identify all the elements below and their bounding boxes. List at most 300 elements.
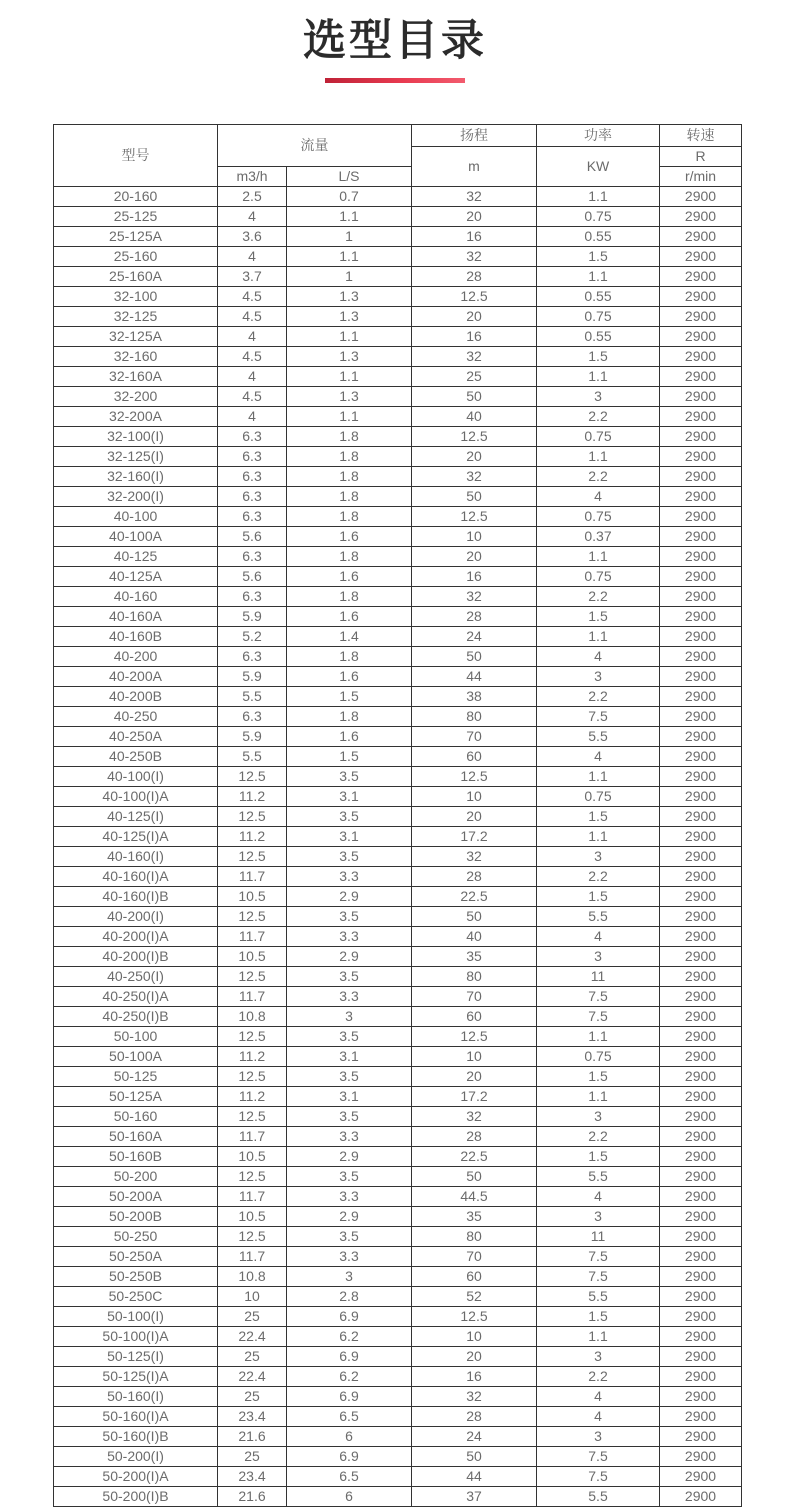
- value-cell: 2900: [660, 346, 742, 366]
- header-flow-ls: L/S: [287, 166, 412, 186]
- catalog-table: [53, 124, 742, 1507]
- value-cell: 2900: [660, 1246, 742, 1266]
- value-cell: 2900: [660, 566, 742, 586]
- model-cell: 40-160(I): [54, 846, 218, 866]
- model-cell: 32-160(I): [54, 466, 218, 486]
- value-cell: 3.5: [287, 906, 412, 926]
- value-cell: 12.5: [218, 1106, 287, 1126]
- value-cell: 3.3: [287, 866, 412, 886]
- value-cell: 1.1: [287, 366, 412, 386]
- title-underline-bar: [325, 78, 465, 83]
- table-row: [54, 386, 742, 406]
- value-cell: 2900: [660, 746, 742, 766]
- model-cell: 32-160A: [54, 366, 218, 386]
- table-row: [54, 866, 742, 886]
- model-cell: 25-160A: [54, 266, 218, 286]
- model-cell: 40-125: [54, 546, 218, 566]
- value-cell: 3: [537, 946, 660, 966]
- value-cell: 44.5: [412, 1186, 537, 1206]
- table-row: [54, 766, 742, 786]
- value-cell: 1.1: [287, 326, 412, 346]
- value-cell: 2900: [660, 246, 742, 266]
- value-cell: 38: [412, 686, 537, 706]
- table-row: [54, 426, 742, 446]
- value-cell: 2900: [660, 266, 742, 286]
- table-row: [54, 186, 742, 206]
- value-cell: 2900: [660, 1086, 742, 1106]
- value-cell: 3.5: [287, 1106, 412, 1126]
- header-head-unit: m: [412, 146, 537, 186]
- value-cell: 10: [412, 1326, 537, 1346]
- value-cell: 11.2: [218, 826, 287, 846]
- value-cell: 2900: [660, 306, 742, 326]
- value-cell: 1.8: [287, 466, 412, 486]
- value-cell: 2900: [660, 706, 742, 726]
- table-row: [54, 1426, 742, 1446]
- value-cell: 3.3: [287, 1246, 412, 1266]
- table-row: [54, 666, 742, 686]
- model-cell: 50-250: [54, 1226, 218, 1246]
- value-cell: 7.5: [537, 1006, 660, 1026]
- value-cell: 2900: [660, 1206, 742, 1226]
- model-cell: 40-100(I): [54, 766, 218, 786]
- value-cell: 3.5: [287, 846, 412, 866]
- value-cell: 4: [218, 206, 287, 226]
- model-cell: 40-100A: [54, 526, 218, 546]
- value-cell: 2900: [660, 686, 742, 706]
- value-cell: 50: [412, 1166, 537, 1186]
- value-cell: 6.3: [218, 426, 287, 446]
- value-cell: 10.5: [218, 1146, 287, 1166]
- header-row-1: [54, 124, 742, 146]
- header-model: 型号: [54, 124, 218, 186]
- value-cell: 5.5: [537, 1286, 660, 1306]
- value-cell: 4.5: [218, 286, 287, 306]
- table-row: [54, 1466, 742, 1486]
- model-cell: 40-160(I)A: [54, 866, 218, 886]
- value-cell: 40: [412, 406, 537, 426]
- table-row: [54, 1446, 742, 1466]
- model-cell: 25-160: [54, 246, 218, 266]
- value-cell: 70: [412, 986, 537, 1006]
- value-cell: 20: [412, 546, 537, 566]
- value-cell: 5.5: [537, 1166, 660, 1186]
- value-cell: 2.2: [537, 866, 660, 886]
- value-cell: 1.1: [537, 266, 660, 286]
- model-cell: 40-250: [54, 706, 218, 726]
- model-cell: 40-125(I)A: [54, 826, 218, 846]
- value-cell: 4: [537, 1386, 660, 1406]
- value-cell: 1.1: [287, 406, 412, 426]
- value-cell: 10.5: [218, 886, 287, 906]
- model-cell: 50-100(I)A: [54, 1326, 218, 1346]
- value-cell: 5.9: [218, 666, 287, 686]
- table-row: [54, 1166, 742, 1186]
- value-cell: 4.5: [218, 306, 287, 326]
- table-row: [54, 346, 742, 366]
- header-speed: 转速: [660, 124, 742, 146]
- header-head: 扬程: [412, 124, 537, 146]
- value-cell: 6.3: [218, 706, 287, 726]
- value-cell: 2900: [660, 466, 742, 486]
- value-cell: 2900: [660, 646, 742, 666]
- value-cell: 20: [412, 1066, 537, 1086]
- value-cell: 23.4: [218, 1466, 287, 1486]
- value-cell: 0.55: [537, 286, 660, 306]
- value-cell: 2900: [660, 1226, 742, 1246]
- value-cell: 50: [412, 386, 537, 406]
- model-cell: 32-125A: [54, 326, 218, 346]
- value-cell: 0.75: [537, 426, 660, 446]
- value-cell: 1.1: [537, 186, 660, 206]
- value-cell: 4.5: [218, 346, 287, 366]
- value-cell: 1.3: [287, 306, 412, 326]
- value-cell: 32: [412, 1106, 537, 1126]
- table-row: [54, 1386, 742, 1406]
- value-cell: 2900: [660, 326, 742, 346]
- value-cell: 3.7: [218, 266, 287, 286]
- value-cell: 1.8: [287, 646, 412, 666]
- value-cell: 3: [537, 666, 660, 686]
- model-cell: 40-200(I)A: [54, 926, 218, 946]
- table-row: [54, 306, 742, 326]
- model-cell: 50-125(I): [54, 1346, 218, 1366]
- value-cell: 35: [412, 1206, 537, 1226]
- value-cell: 3.1: [287, 1086, 412, 1106]
- value-cell: 3.1: [287, 1046, 412, 1066]
- value-cell: 50: [412, 486, 537, 506]
- value-cell: 6.2: [287, 1326, 412, 1346]
- value-cell: 6.3: [218, 486, 287, 506]
- value-cell: 12.5: [412, 506, 537, 526]
- model-cell: 40-160(I)B: [54, 886, 218, 906]
- value-cell: 1.4: [287, 626, 412, 646]
- value-cell: 7.5: [537, 1266, 660, 1286]
- model-cell: 40-250(I)A: [54, 986, 218, 1006]
- value-cell: 4: [218, 406, 287, 426]
- value-cell: 1.5: [537, 806, 660, 826]
- value-cell: 5.5: [537, 906, 660, 926]
- table-row: [54, 546, 742, 566]
- value-cell: 2900: [660, 206, 742, 226]
- table-row: [54, 606, 742, 626]
- table-row: [54, 1186, 742, 1206]
- value-cell: 2900: [660, 826, 742, 846]
- value-cell: 7.5: [537, 1466, 660, 1486]
- value-cell: 3.1: [287, 826, 412, 846]
- value-cell: 12.5: [218, 1166, 287, 1186]
- value-cell: 2900: [660, 766, 742, 786]
- value-cell: 5.6: [218, 526, 287, 546]
- value-cell: 0.55: [537, 326, 660, 346]
- value-cell: 3.3: [287, 926, 412, 946]
- model-cell: 40-160A: [54, 606, 218, 626]
- model-cell: 40-125(I): [54, 806, 218, 826]
- model-cell: 50-200(I)A: [54, 1466, 218, 1486]
- value-cell: 50: [412, 1446, 537, 1466]
- value-cell: 11.7: [218, 1186, 287, 1206]
- value-cell: 17.2: [412, 1086, 537, 1106]
- value-cell: 6.9: [287, 1446, 412, 1466]
- value-cell: 7.5: [537, 1446, 660, 1466]
- value-cell: 2900: [660, 866, 742, 886]
- value-cell: 4: [218, 326, 287, 346]
- value-cell: 2900: [660, 486, 742, 506]
- value-cell: 5.5: [218, 686, 287, 706]
- value-cell: 25: [218, 1346, 287, 1366]
- table-row: [54, 226, 742, 246]
- value-cell: 22.4: [218, 1326, 287, 1346]
- value-cell: 80: [412, 706, 537, 726]
- model-cell: 50-160B: [54, 1146, 218, 1166]
- value-cell: 4: [537, 1186, 660, 1206]
- value-cell: 20: [412, 806, 537, 826]
- value-cell: 0.75: [537, 306, 660, 326]
- table-row: [54, 286, 742, 306]
- value-cell: 7.5: [537, 706, 660, 726]
- model-cell: 40-200(I): [54, 906, 218, 926]
- value-cell: 0.75: [537, 1046, 660, 1066]
- value-cell: 12.5: [218, 1066, 287, 1086]
- model-cell: 32-160: [54, 346, 218, 366]
- value-cell: 16: [412, 326, 537, 346]
- value-cell: 2900: [660, 186, 742, 206]
- value-cell: 3.5: [287, 1066, 412, 1086]
- table-body: [54, 186, 742, 1506]
- table-row: [54, 586, 742, 606]
- value-cell: 3.5: [287, 966, 412, 986]
- value-cell: 1.5: [287, 746, 412, 766]
- value-cell: 1.1: [287, 206, 412, 226]
- model-cell: 32-200: [54, 386, 218, 406]
- value-cell: 2900: [660, 366, 742, 386]
- value-cell: 11.2: [218, 786, 287, 806]
- table-row: [54, 1406, 742, 1426]
- value-cell: 2900: [660, 386, 742, 406]
- value-cell: 1.1: [537, 1326, 660, 1346]
- value-cell: 23.4: [218, 1406, 287, 1426]
- table-row: [54, 1086, 742, 1106]
- model-cell: 50-250A: [54, 1246, 218, 1266]
- value-cell: 1.5: [537, 346, 660, 366]
- value-cell: 6.3: [218, 646, 287, 666]
- table-row: [54, 406, 742, 426]
- model-cell: 32-125: [54, 306, 218, 326]
- value-cell: 2900: [660, 1006, 742, 1026]
- value-cell: 70: [412, 1246, 537, 1266]
- value-cell: 28: [412, 1406, 537, 1426]
- value-cell: 2900: [660, 986, 742, 1006]
- model-cell: 50-125A: [54, 1086, 218, 1106]
- value-cell: 2.2: [537, 406, 660, 426]
- value-cell: 2900: [660, 1266, 742, 1286]
- value-cell: 6.9: [287, 1346, 412, 1366]
- table-row: [54, 1066, 742, 1086]
- table-row: [54, 1106, 742, 1126]
- value-cell: 2900: [660, 1146, 742, 1166]
- table-row: [54, 466, 742, 486]
- table-row: [54, 806, 742, 826]
- value-cell: 1.8: [287, 446, 412, 466]
- header-power: 功率: [537, 124, 660, 146]
- value-cell: 20: [412, 206, 537, 226]
- value-cell: 1.1: [537, 546, 660, 566]
- table-header: [54, 124, 742, 186]
- value-cell: 10: [412, 1046, 537, 1066]
- value-cell: 3: [537, 1206, 660, 1226]
- table-row: [54, 366, 742, 386]
- model-cell: 40-250A: [54, 726, 218, 746]
- value-cell: 1.1: [537, 626, 660, 646]
- value-cell: 12.5: [412, 766, 537, 786]
- value-cell: 1.8: [287, 586, 412, 606]
- value-cell: 3: [537, 1346, 660, 1366]
- value-cell: 1.5: [537, 1066, 660, 1086]
- value-cell: 1.6: [287, 606, 412, 626]
- value-cell: 0.7: [287, 186, 412, 206]
- value-cell: 3.5: [287, 766, 412, 786]
- table-row: [54, 266, 742, 286]
- model-cell: 40-250(I)B: [54, 1006, 218, 1026]
- value-cell: 22.5: [412, 1146, 537, 1166]
- table-row: [54, 846, 742, 866]
- value-cell: 2900: [660, 286, 742, 306]
- table-row: [54, 1006, 742, 1026]
- value-cell: 2900: [660, 1366, 742, 1386]
- value-cell: 2900: [660, 1306, 742, 1326]
- value-cell: 2900: [660, 1066, 742, 1086]
- table-row: [54, 826, 742, 846]
- value-cell: 4: [537, 1406, 660, 1426]
- model-cell: 40-200(I)B: [54, 946, 218, 966]
- value-cell: 20: [412, 1346, 537, 1366]
- value-cell: 2900: [660, 1046, 742, 1066]
- table-row: [54, 1246, 742, 1266]
- value-cell: 1: [287, 266, 412, 286]
- value-cell: 4: [218, 246, 287, 266]
- table-row: [54, 1026, 742, 1046]
- value-cell: 25: [218, 1386, 287, 1406]
- value-cell: 2900: [660, 1166, 742, 1186]
- value-cell: 2900: [660, 1346, 742, 1366]
- value-cell: 2900: [660, 846, 742, 866]
- value-cell: 12.5: [412, 426, 537, 446]
- table-row: [54, 1226, 742, 1246]
- value-cell: 1.5: [537, 1306, 660, 1326]
- value-cell: 3.3: [287, 1186, 412, 1206]
- value-cell: 5.5: [218, 746, 287, 766]
- value-cell: 2900: [660, 606, 742, 626]
- value-cell: 0.75: [537, 206, 660, 226]
- value-cell: 1.5: [287, 686, 412, 706]
- table-row: [54, 986, 742, 1006]
- value-cell: 10: [412, 526, 537, 546]
- value-cell: 2.2: [537, 586, 660, 606]
- value-cell: 2.9: [287, 1146, 412, 1166]
- model-cell: 25-125: [54, 206, 218, 226]
- value-cell: 20: [412, 446, 537, 466]
- value-cell: 60: [412, 1006, 537, 1026]
- value-cell: 0.75: [537, 506, 660, 526]
- value-cell: 11.7: [218, 986, 287, 1006]
- value-cell: 7.5: [537, 1246, 660, 1266]
- model-cell: 50-200A: [54, 1186, 218, 1206]
- value-cell: 32: [412, 186, 537, 206]
- table-row: [54, 326, 742, 346]
- value-cell: 2900: [660, 526, 742, 546]
- model-cell: 40-200: [54, 646, 218, 666]
- value-cell: 12.5: [412, 1026, 537, 1046]
- value-cell: 1.5: [537, 606, 660, 626]
- value-cell: 60: [412, 746, 537, 766]
- model-cell: 32-200(I): [54, 486, 218, 506]
- value-cell: 16: [412, 566, 537, 586]
- value-cell: 12.5: [218, 1226, 287, 1246]
- value-cell: 1.1: [537, 766, 660, 786]
- model-cell: 50-100: [54, 1026, 218, 1046]
- value-cell: 2900: [660, 1486, 742, 1506]
- value-cell: 32: [412, 586, 537, 606]
- value-cell: 3.5: [287, 1026, 412, 1046]
- table-row: [54, 1206, 742, 1226]
- value-cell: 50: [412, 646, 537, 666]
- value-cell: 35: [412, 946, 537, 966]
- value-cell: 70: [412, 726, 537, 746]
- value-cell: 10.8: [218, 1006, 287, 1026]
- value-cell: 2900: [660, 586, 742, 606]
- value-cell: 6.3: [218, 586, 287, 606]
- value-cell: 2.5: [218, 186, 287, 206]
- model-cell: 50-250B: [54, 1266, 218, 1286]
- model-cell: 50-100(I): [54, 1306, 218, 1326]
- value-cell: 1: [287, 226, 412, 246]
- table-row: [54, 886, 742, 906]
- value-cell: 1.8: [287, 546, 412, 566]
- model-cell: 50-160(I)B: [54, 1426, 218, 1446]
- value-cell: 3: [537, 1106, 660, 1126]
- value-cell: 2900: [660, 446, 742, 466]
- value-cell: 32: [412, 846, 537, 866]
- value-cell: 10.8: [218, 1266, 287, 1286]
- value-cell: 12.5: [412, 286, 537, 306]
- model-cell: 32-100: [54, 286, 218, 306]
- value-cell: 10.5: [218, 946, 287, 966]
- table-row: [54, 246, 742, 266]
- value-cell: 12.5: [218, 906, 287, 926]
- value-cell: 2900: [660, 946, 742, 966]
- value-cell: 2900: [660, 666, 742, 686]
- value-cell: 12.5: [218, 966, 287, 986]
- value-cell: 2900: [660, 1186, 742, 1206]
- header-speed-unit: r/min: [660, 166, 742, 186]
- value-cell: 11.7: [218, 866, 287, 886]
- model-cell: 50-200B: [54, 1206, 218, 1226]
- value-cell: 2900: [660, 1466, 742, 1486]
- value-cell: 4.5: [218, 386, 287, 406]
- table-row: [54, 706, 742, 726]
- model-cell: 20-160: [54, 186, 218, 206]
- value-cell: 3: [537, 846, 660, 866]
- value-cell: 7.5: [537, 986, 660, 1006]
- value-cell: 0.75: [537, 786, 660, 806]
- model-cell: 50-250C: [54, 1286, 218, 1306]
- value-cell: 11.7: [218, 926, 287, 946]
- table-row: [54, 686, 742, 706]
- value-cell: 1.3: [287, 386, 412, 406]
- value-cell: 12.5: [218, 766, 287, 786]
- value-cell: 17.2: [412, 826, 537, 846]
- value-cell: 1.1: [537, 826, 660, 846]
